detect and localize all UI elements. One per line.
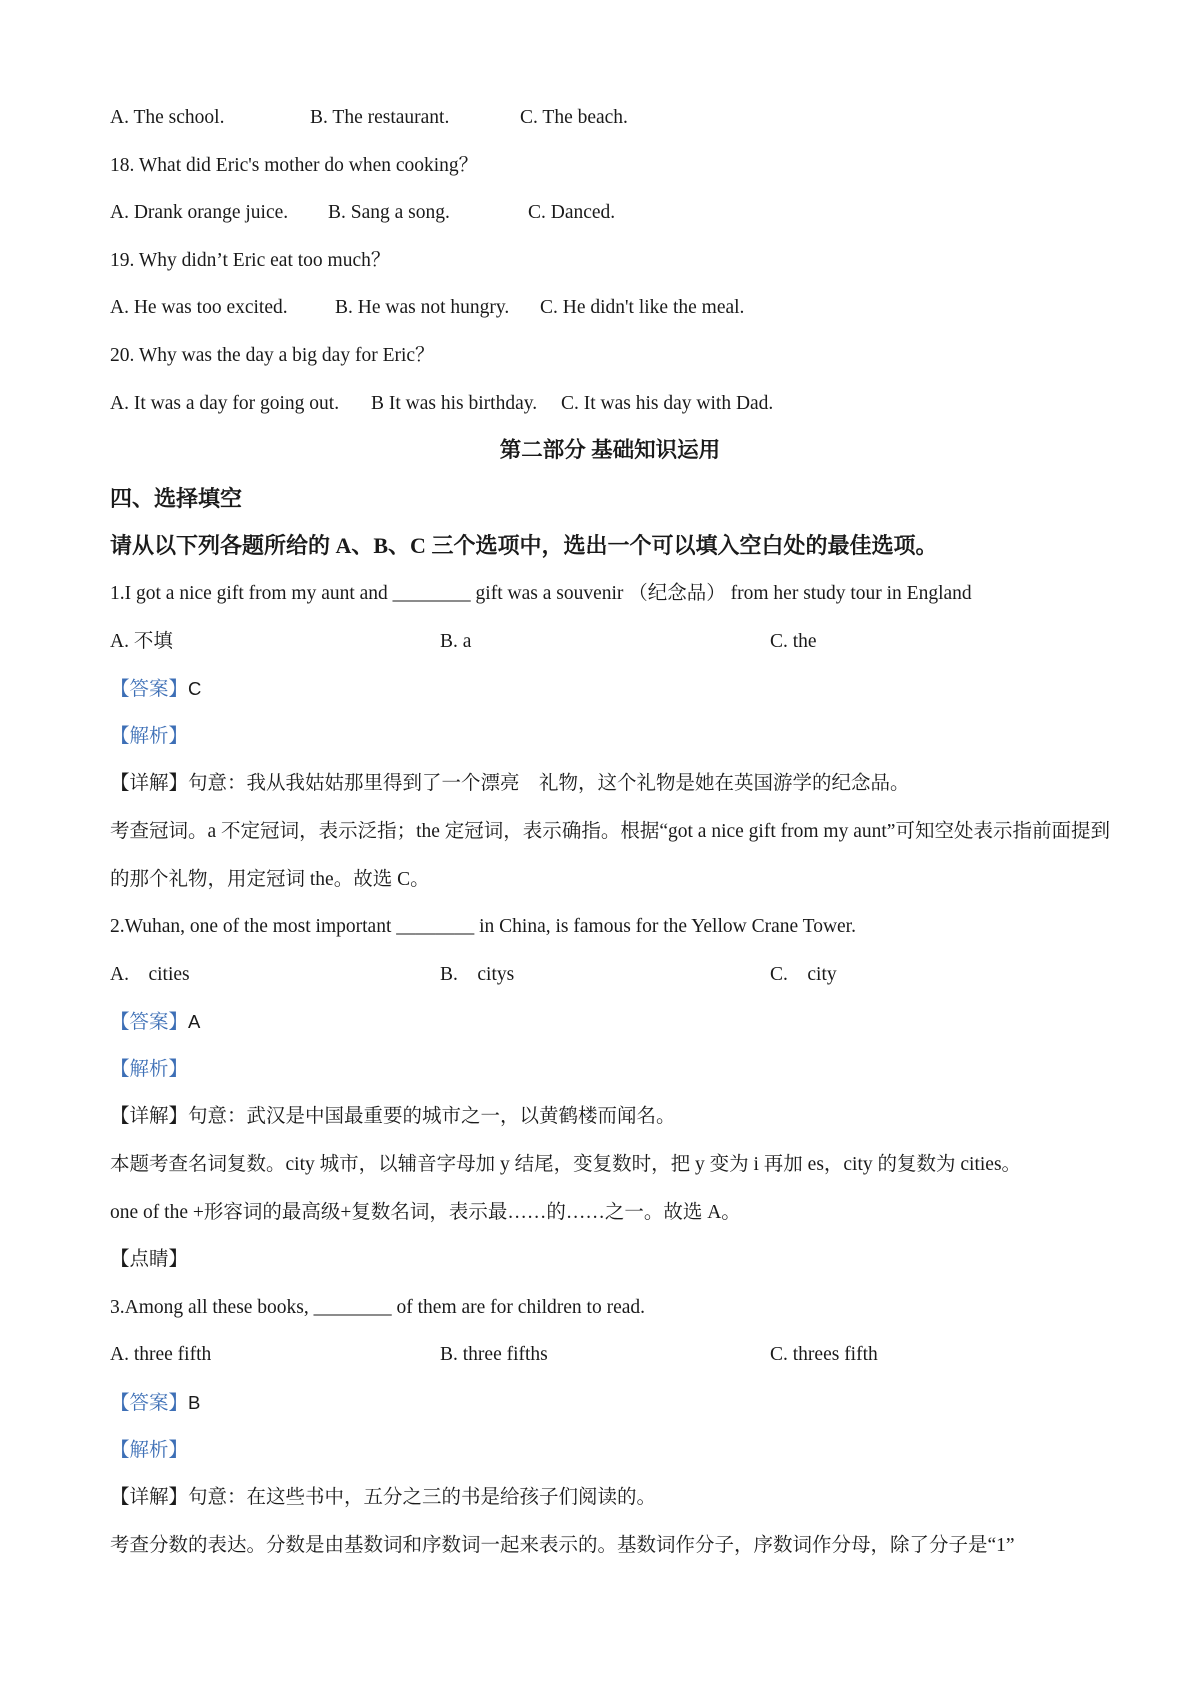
- answer-value: B: [188, 1392, 201, 1414]
- item-2-options: [110, 951, 1110, 999]
- q18-option-a: A. Drank orange juice.: [110, 202, 289, 224]
- item-3-analysis-label: 【解析】: [110, 1439, 189, 1461]
- q17-option-c: C. The beach.: [520, 107, 628, 128]
- item-2-tip-label: 【点睛】: [110, 1249, 189, 1271]
- item-2-option-a: A. cities: [110, 963, 190, 985]
- q19-question: 19. Why didn’t Eric eat too much？: [110, 249, 391, 271]
- q19-option-c: C. He didn't like the meal.: [540, 297, 745, 319]
- instruction: 请从以下列各题所给的 A、B、C 三个选项中，选出一个可以填入空白处的最佳选项。: [110, 533, 938, 559]
- item-3-detail: 【详解】句意：在这些书中，五分之三的书是给孩子们阅读的。: [110, 1487, 657, 1509]
- item-1-option-b: B. a: [440, 630, 472, 652]
- q18-options: [110, 189, 1110, 237]
- q20-option-c: C. It was his day with Dad.: [561, 392, 774, 414]
- q20-option-a: A. It was a day for going out.: [110, 392, 340, 414]
- item-2-detail: 【详解】句意：武汉是中国最重要的城市之一，以黄鹤楼而闻名。: [110, 1106, 676, 1128]
- answer-label: 【答案】: [110, 1012, 189, 1034]
- item-2-option-c: C. city: [770, 963, 837, 985]
- answer-label: 【答案】: [110, 1393, 189, 1415]
- answer-value: C: [188, 678, 202, 700]
- item-1-option-c: C. the: [770, 630, 817, 652]
- item-3-option-b: B. three fifths: [440, 1344, 548, 1366]
- item-2-analysis-label: 【解析】: [110, 1058, 189, 1080]
- item-2-question: 2.Wuhan, one of the most important ________ in China, is famous for the Yellow Crane Tower.: [110, 916, 856, 938]
- item-2-explanation-2: one of the +形容词的最高级+复数名词，表示最……的……之一。故选 A。: [110, 1201, 741, 1223]
- item-3-question: 3.Among all these books, ________ of them are for children to read.: [110, 1296, 646, 1318]
- q17-option-b: B. The restaurant.: [310, 107, 450, 128]
- q20-options: [110, 380, 1110, 428]
- item-3-explanation: 考查分数的表达。分数是由基数词和序数词一起来表示的。基数词作分子，序数词作分母，除了分子是“1”: [110, 1534, 1015, 1556]
- q19-option-a: A. He was too excited.: [110, 297, 288, 319]
- item-1-explanation: 考查冠词。a 不定冠词，表示泛指；the 定冠词，表示确指。根据“got a nice gift from my aunt”可知空处表示指前面提到的那个礼物，用定冠词 the。故选 C。: [110, 820, 1110, 890]
- q19-options: [110, 284, 1110, 332]
- q17-option-a: A. The school.: [110, 107, 225, 128]
- q19-option-b: B. He was not hungry.: [335, 297, 510, 319]
- q20-option-b: B It was his birthday.: [371, 392, 538, 414]
- item-1-analysis-label: 【解析】: [110, 725, 189, 747]
- section-title: 四、选择填空: [110, 485, 243, 511]
- item-1-answer: [110, 665, 1110, 713]
- item-3-option-a: A. three fifth: [110, 1344, 212, 1366]
- q18-option-c: C. Danced.: [528, 202, 616, 224]
- q20-question: 20. Why was the day a big day for Eric？: [110, 344, 435, 366]
- item-3-answer: [110, 1379, 1110, 1427]
- q18-option-b: B. Sang a song.: [328, 202, 450, 224]
- item-2-answer: [110, 998, 1110, 1046]
- answer-label: 【答案】: [110, 679, 189, 701]
- q18-question: 18. What did Eric's mother do when cooking？: [110, 154, 479, 176]
- part-title: 第二部分 基础知识运用: [499, 438, 721, 463]
- item-1-detail: 【详解】句意：我从我姑姑那里得到了一个漂亮 礼物，这个礼物是她在英国游学的纪念品。: [110, 773, 910, 795]
- item-3-options: [110, 1331, 1110, 1379]
- item-3-option-c: C. threes fifth: [770, 1344, 878, 1366]
- q17-options: [110, 94, 1110, 142]
- document-page: [110, 94, 1110, 1569]
- item-1-options: [110, 618, 1110, 666]
- item-1-question: 1.I got a nice gift from my aunt and ________ gift was a souvenir （纪念品） from her study tour in England: [110, 582, 972, 604]
- item-1-option-a: A. 不填: [110, 630, 173, 652]
- item-2-explanation-1: 本题考查名词复数。city 城市，以辅音字母加 y 结尾，变复数时，把 y 变为 i 再加 es，city 的复数为 cities。: [110, 1154, 1022, 1176]
- item-2-option-b: B. citys: [440, 963, 515, 985]
- answer-value: A: [188, 1011, 201, 1033]
